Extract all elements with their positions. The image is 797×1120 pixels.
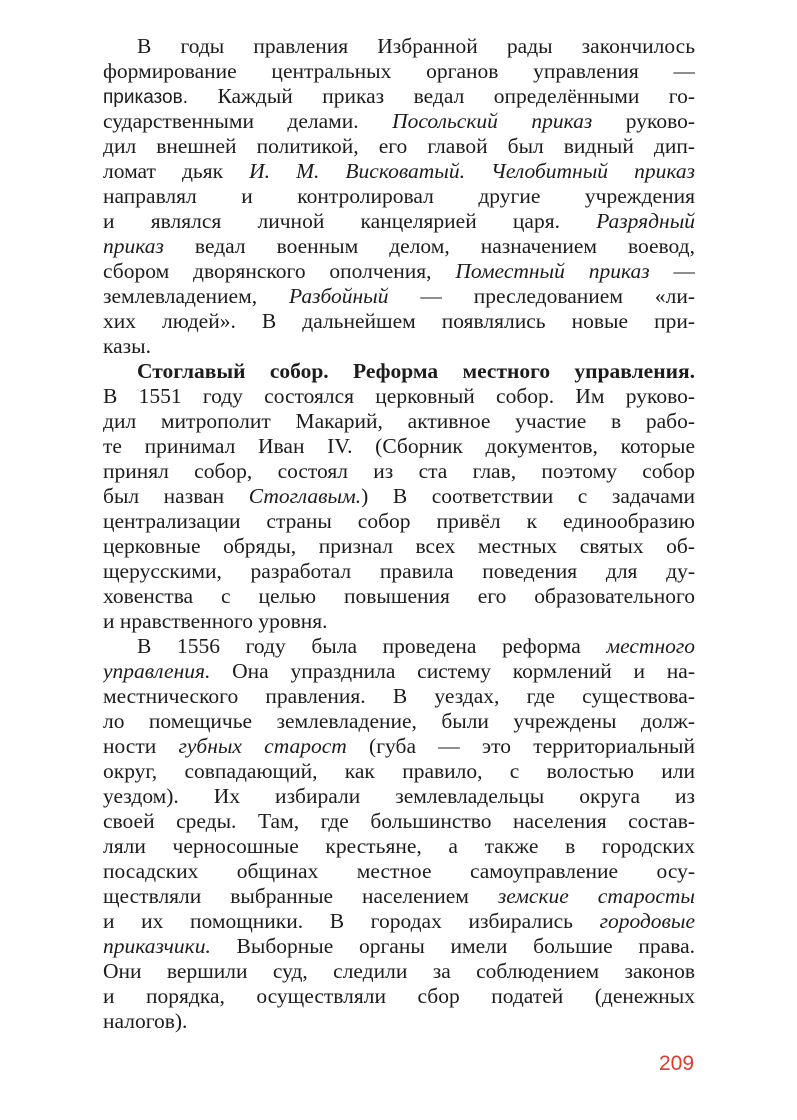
text-line: [103, 459, 695, 484]
text-run: ществляли выбранные населением: [103, 884, 498, 908]
text-line: [103, 484, 695, 509]
italic-term: приказ: [103, 234, 164, 258]
italic-term: приказчики.: [103, 934, 211, 958]
text-line: [103, 359, 695, 384]
text-line: [103, 709, 695, 734]
text-run: —: [649, 259, 695, 283]
text-line: [103, 809, 695, 834]
text-line: [103, 34, 695, 59]
text-run: ведал военным делом, назначением воевод,: [163, 234, 695, 258]
text-run: местнического правления. В уездах, где существова-: [103, 684, 695, 708]
text-run: посадских общинах местное самоуправление осу-: [103, 859, 695, 883]
text-run: уездом). Их избирали землевладельцы округа из: [103, 784, 695, 808]
text-run: (губа — это территориальный: [346, 734, 695, 758]
text-run: налогов).: [103, 1009, 188, 1033]
text-line: [103, 109, 695, 134]
text-run: В 1556 году была проведена реформа: [137, 634, 607, 658]
text-line: [103, 859, 695, 884]
text-line: [103, 684, 695, 709]
text-line: [103, 984, 695, 1009]
italic-term: городовые: [599, 909, 695, 933]
text-line: [103, 334, 695, 359]
text-line: [103, 834, 695, 859]
italic-term: земские старосты: [497, 884, 695, 908]
text-run: землевладением,: [103, 284, 289, 308]
text-line: [103, 634, 695, 659]
text-line: [103, 759, 695, 784]
text-line: [103, 959, 695, 984]
text-line: [103, 584, 695, 609]
text-line: [103, 284, 695, 309]
text-run: централизации страны собор привёл к единообразию: [103, 509, 695, 533]
text-run: — преследованием «ли-: [388, 284, 695, 308]
italic-term: Разрядный: [596, 209, 695, 233]
text-line: [103, 559, 695, 584]
text-line: [103, 384, 695, 409]
text-run: дил внешней политикой, его главой был видный дип-: [103, 134, 695, 158]
text-run: округ, совпадающий, как правило, с волостью или: [103, 759, 695, 783]
text-line: [103, 609, 695, 634]
text-run: Выборные органы имели большие права.: [210, 934, 695, 958]
text-run: те принимал Иван IV. (Сборник документов, которые: [103, 434, 695, 458]
text-line: [103, 884, 695, 909]
text-line: [103, 309, 695, 334]
text-run: Они вершили суд, следили за соблюдением законов: [103, 959, 695, 983]
text-run: ности: [103, 734, 179, 758]
italic-term: И. М. Висковатый. Челобитный приказ: [249, 159, 695, 183]
text-run: В 1551 году состоялся церковный собор. Им руково-: [103, 384, 695, 408]
text-line: [103, 259, 695, 284]
text-line: [103, 909, 695, 934]
text-line: [103, 1009, 695, 1034]
text-run: ляли черносошные крестьяне, а также в городских: [103, 834, 695, 858]
text-line: [103, 184, 695, 209]
text-run: дил митрополит Макарий, активное участие в рабо-: [103, 409, 695, 433]
text-run: сбором дворянского ополчения,: [103, 259, 456, 283]
italic-term: Стоглавым.: [248, 484, 362, 508]
text-line: [103, 934, 695, 959]
text-run: был назван: [103, 484, 249, 508]
text-run: В годы правления Избранной рады закончилось: [137, 34, 695, 58]
text-run: руково-: [592, 109, 695, 133]
text-line: [103, 159, 695, 184]
text-run: и порядка, осуществляли сбор податей (денежных: [103, 984, 695, 1008]
text-run: направлял и контролировал другие учреждения: [103, 184, 695, 208]
text-run: ховенства с целью повышения его образовательного: [103, 584, 695, 608]
text-run: хих людей». В дальнейшем появлялись новые при-: [103, 309, 695, 333]
section-heading: Стоглавый собор. Реформа местного управления.: [137, 359, 695, 383]
text-run: ло помещичье землевладение, были учреждены долж-: [103, 709, 695, 733]
italic-term: местного: [606, 634, 695, 658]
text-run: Она упразднила систему кормлений и на-: [210, 659, 695, 683]
text-line: [103, 434, 695, 459]
text-run: Каждый приказ ведал определёнными го-: [188, 84, 695, 108]
text-line: [103, 659, 695, 684]
text-run: щерусскими, разработал правила поведения для ду-: [103, 559, 695, 583]
text-run: и являлся личной канцелярией царя.: [103, 209, 597, 233]
text-run: и их помощники. В городах избирались: [103, 909, 600, 933]
text-run: принял собор, состоял из ста глав, поэтому собор: [103, 459, 695, 483]
text-line: [103, 234, 695, 259]
text-line: [103, 209, 695, 234]
text-line: [103, 509, 695, 534]
text-line: [103, 784, 695, 809]
italic-term: Разбойный: [289, 284, 389, 308]
text-line: [103, 409, 695, 434]
text-line: [103, 134, 695, 159]
italic-term: управления.: [103, 659, 211, 683]
text-run: ломат дьяк: [103, 159, 250, 183]
italic-term: губных старост: [178, 734, 347, 758]
text-run: сударственными делами.: [103, 109, 393, 133]
text-run: формирование центральных органов управления —: [103, 59, 695, 83]
italic-term: Поместный приказ: [455, 259, 650, 283]
text-run: ) В соответствии с задачами: [361, 484, 695, 508]
text-run: своей среды. Там, где большинство населения состав-: [103, 809, 695, 833]
page-body-text: [103, 34, 695, 1034]
text-run: казы.: [103, 334, 151, 358]
key-term: приказов.: [103, 87, 188, 108]
text-line: [103, 534, 695, 559]
page-number: 209: [659, 1052, 695, 1075]
text-line: [103, 59, 695, 84]
text-run: церковные обряды, признал всех местных святых об-: [103, 534, 695, 558]
text-line: [103, 84, 695, 109]
text-run: и нравственного уровня.: [103, 609, 328, 633]
italic-term: Посольский приказ: [392, 109, 593, 133]
text-line: [103, 734, 695, 759]
